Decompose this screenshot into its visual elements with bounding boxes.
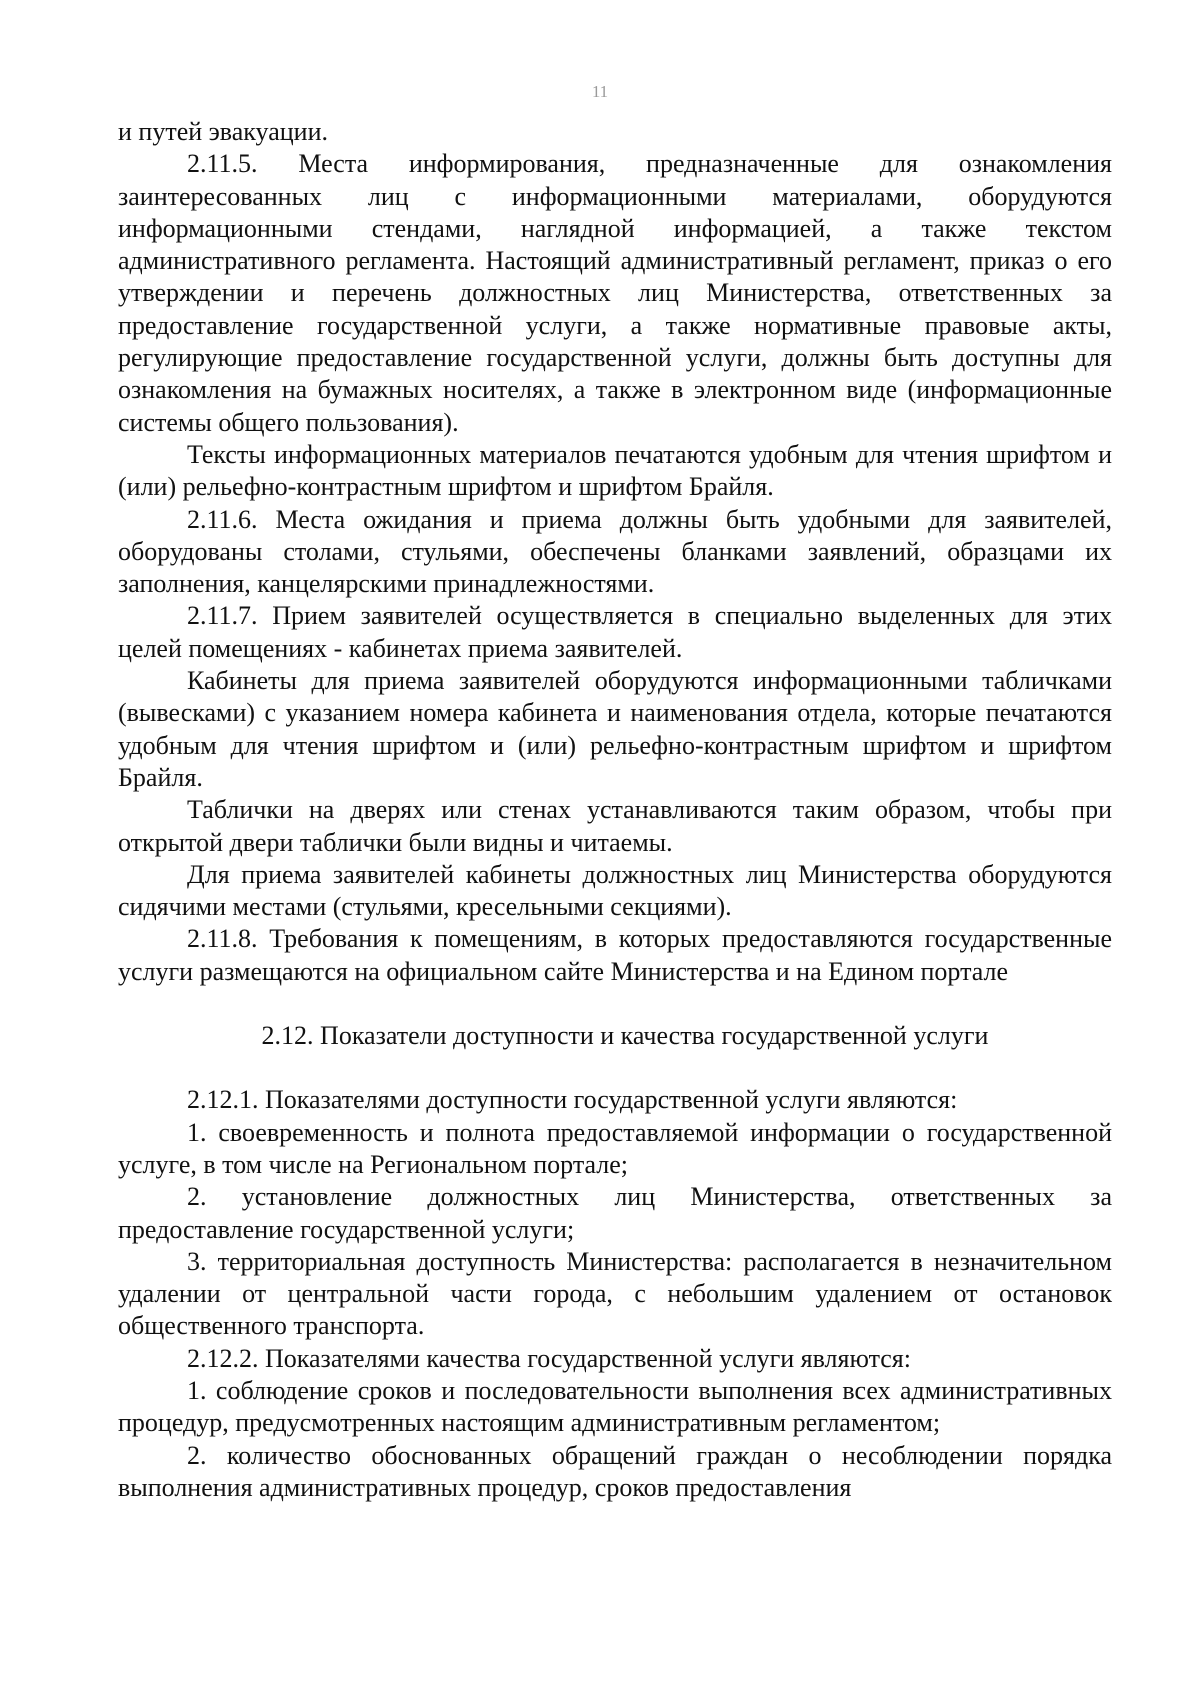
- paragraph-2-12-2: 2.12.2. Показателями качества государственной услуги являются:: [187, 1343, 911, 1373]
- paragraph-2-11-8: 2.11.8. Требования к помещениям, в которых предоставляются государственные услуги размещаются на официальном сайте Министерства и на Едином портале: [118, 924, 1112, 986]
- list-item-quality-1: 1. соблюдение сроков и последовательности выполнения всех административных процедур, предусмотренных настоящим административным регламентом;: [118, 1375, 1112, 1438]
- paragraph-seating: Для приема заявителей кабинеты должностных лиц Министерства оборудуются сидячими местами (стульями, кресельными секциями).: [118, 859, 1112, 922]
- list-item-quality-2: 2. количество обоснованных обращений граждан о несоблюдении порядка выполнения административных процедур, сроков предоставления: [118, 1440, 1112, 1502]
- paragraph-evacuation-end: и путей эвакуации.: [118, 117, 328, 146]
- paragraph-2-11-6: 2.11.6. Места ожидания и приема должны быть удобными для заявителей, оборудованы столами, стульями, обеспечены бланками заявлений, образцами их заполнения, канцелярскими принадлежностями.: [118, 504, 1112, 599]
- list-item-accessibility-3: 3. территориальная доступность Министерства: располагается в незначительном удалении от центральной части города, с небольшим удалением от остановок общественного транспорта.: [118, 1246, 1112, 1341]
- document-body: [118, 116, 1112, 1504]
- paragraph-info-materials-fonts: Тексты информационных материалов печатаются удобным для чтения шрифтом и (или) рельефно-контрастным шрифтом и шрифтом Брайля.: [118, 439, 1112, 502]
- paragraph-cabinet-signs: Кабинеты для приема заявителей оборудуются информационными табличками (вывесками) с указанием номера кабинета и наименования отдела, которые печатаются удобным для чтения шрифтом и (или) рельефно-контрастным шрифтом и шрифтом Брайля.: [118, 666, 1112, 792]
- page-number: 11: [591, 82, 609, 101]
- paragraph-2-11-5: 2.11.5. Места информирования, предназначенные для ознакомления заинтересованных лиц с информационными материалами, оборудуются информационными стендами, наглядной информацией, а также текстом административного регламента. Настоящий административный регламент, приказ о его утверждении и перечень должностных лиц Министерства, ответственных за предоставление государственной услуги, а также нормативные правовые акты, регулирующие предоставление государственной услуги, должны быть доступны для ознакомления на бумажных носителях, а также в электронном виде (информационные системы общего пользования).: [118, 149, 1112, 437]
- list-item-accessibility-2: 2. установление должностных лиц Министерства, ответственных за предоставление государственной услуги;: [118, 1182, 1112, 1244]
- section-heading-2-12: 2.12. Показатели доступности и качества государственной услуги: [261, 1021, 989, 1051]
- paragraph-door-signs: Таблички на дверях или стенах устанавливаются таким образом, чтобы при открытой двери таблички были видны и читаемы.: [118, 795, 1112, 857]
- list-item-accessibility-1: 1. своевременность и полнота предоставляемой информации о государственной услуге, в том числе на Региональном портале;: [118, 1117, 1112, 1179]
- paragraph-2-12-1: 2.12.1. Показателями доступности государственной услуги являются:: [187, 1085, 958, 1115]
- paragraph-2-11-7: 2.11.7. Прием заявителей осуществляется в специально выделенных для этих целей помещениях - кабинетах приема заявителей.: [118, 601, 1112, 663]
